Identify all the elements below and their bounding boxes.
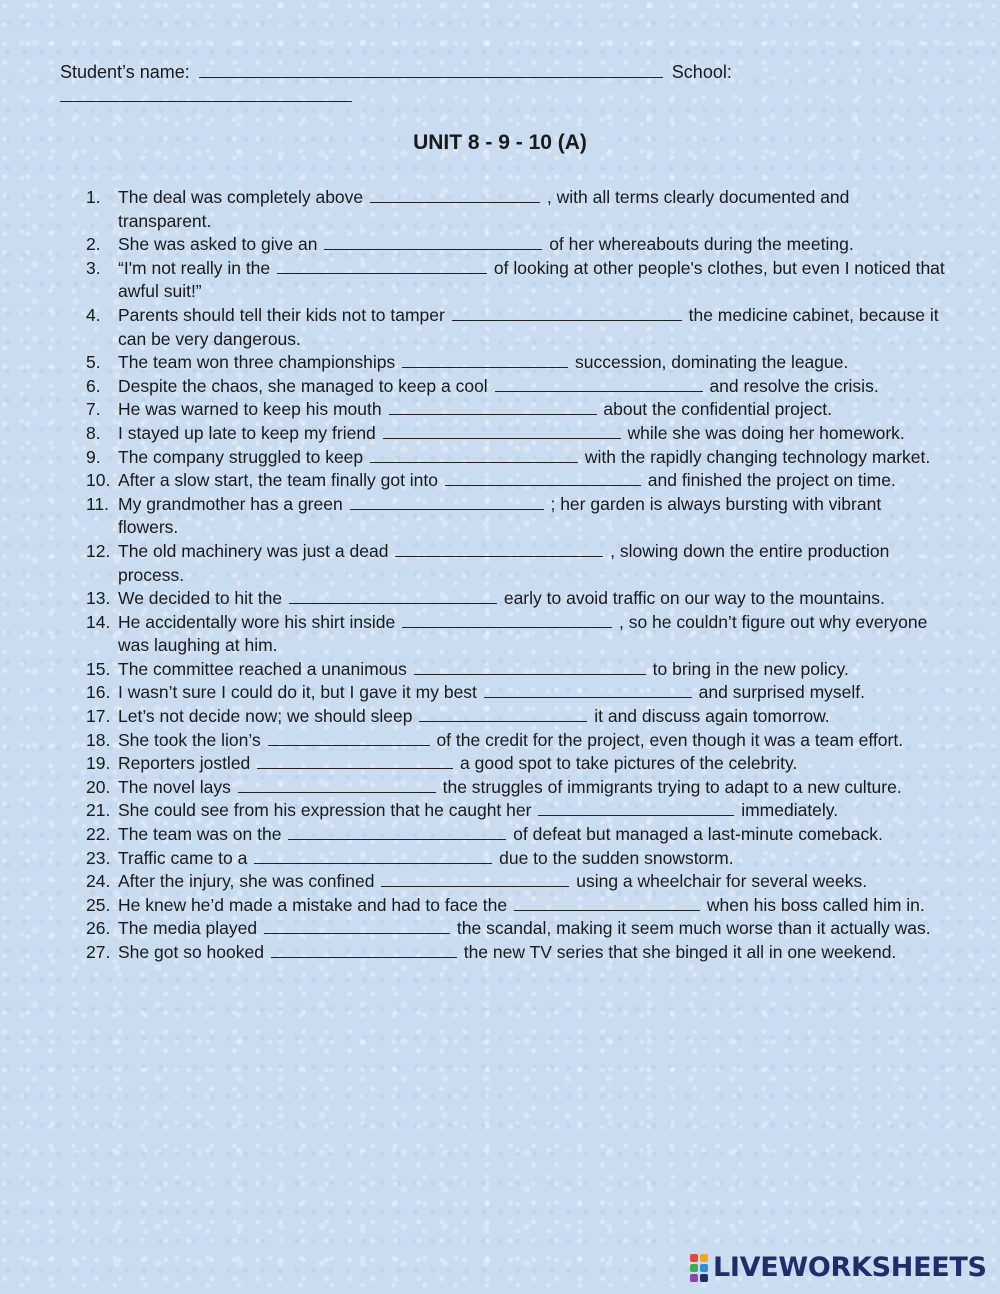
question-item (86, 233, 946, 257)
question-text-before: The team was on the (118, 824, 282, 845)
question-text-after: and surprised myself. (698, 682, 865, 703)
question-number: 25. (86, 894, 111, 915)
question-text-before: Despite the chaos, she managed to keep a cool (118, 375, 488, 396)
logo-cube-icon (690, 1254, 698, 1262)
question-item (86, 611, 946, 658)
question-text-before: She could see from his expression that he caught her (118, 800, 532, 821)
student-info-header (60, 60, 940, 108)
answer-blank[interactable] (289, 588, 497, 604)
question-text-after: immediately. (741, 800, 839, 821)
logo-cube-icon (700, 1274, 708, 1282)
question-text-after: ; her garden is always bursting with vibrant flowers. (118, 493, 882, 538)
question-text-before: She took the lion’s (118, 729, 261, 750)
question-number: 23. (86, 847, 111, 868)
question-text-before: He knew he’d made a mistake and had to face the (118, 894, 508, 915)
answer-blank[interactable] (277, 258, 487, 274)
question-text-after: due to the sudden snowstorm. (499, 847, 734, 868)
answer-blank[interactable] (264, 918, 450, 934)
answer-blank[interactable] (324, 234, 542, 250)
question-number: 11. (86, 493, 110, 514)
question-item (86, 894, 946, 918)
answer-blank[interactable] (445, 470, 641, 486)
question-number: 7. (86, 399, 101, 420)
question-item (86, 681, 946, 705)
question-text-after: when his boss called him in. (706, 894, 925, 915)
question-item (86, 823, 946, 847)
question-number: 9. (86, 446, 101, 467)
student-name-field[interactable] (199, 61, 663, 78)
question-number: 5. (86, 352, 101, 373)
question-text-after: succession, dominating the league. (574, 352, 849, 373)
school-field[interactable] (60, 85, 352, 102)
question-number: 20. (86, 776, 111, 797)
logo-cube-icon (700, 1264, 708, 1272)
question-number: 26. (86, 918, 111, 939)
answer-blank[interactable] (419, 706, 587, 722)
question-text-after: , so he couldn’t figure out why everyone was laughing at him. (118, 611, 928, 656)
question-text-before: After the injury, she was confined (118, 871, 375, 892)
worksheet-title: UNIT 8 - 9 - 10 (A) (413, 131, 587, 154)
answer-blank[interactable] (452, 305, 682, 321)
school-label: School: (671, 62, 732, 82)
question-text-after: and finished the project on time. (647, 470, 896, 491)
question-number: 19. (86, 753, 111, 774)
answer-blank[interactable] (271, 942, 457, 958)
question-text-before: She was asked to give an (118, 234, 318, 255)
question-number: 2. (86, 234, 101, 255)
question-text-before: She got so hooked (118, 942, 264, 962)
question-text-after: a good spot to take pictures of the celebrity. (460, 753, 798, 774)
question-number: 6. (86, 375, 101, 396)
question-item (86, 351, 946, 375)
question-number: 18. (86, 729, 111, 750)
answer-blank[interactable] (288, 824, 506, 840)
question-item (86, 705, 946, 729)
question-text-after: about the confidential project. (603, 399, 833, 420)
question-text-before: Reporters jostled (118, 753, 251, 774)
question-item (86, 799, 946, 823)
question-text-before: Parents should tell their kids not to tamper (118, 304, 445, 325)
answer-blank[interactable] (414, 659, 646, 675)
question-text-after: the medicine cabinet, because it can be very dangerous. (118, 304, 939, 349)
question-item (86, 422, 946, 446)
question-number: 10. (86, 470, 111, 491)
question-text-after: it and discuss again tomorrow. (594, 706, 830, 727)
question-item (86, 257, 946, 304)
question-text-before: The novel lays (118, 776, 231, 797)
question-number: 22. (86, 824, 111, 845)
question-item (86, 587, 946, 611)
question-text-after: of the credit for the project, even though it was a team effort. (436, 729, 904, 750)
logo-cube-icon (690, 1274, 698, 1282)
question-number: 1. (86, 187, 101, 207)
answer-blank[interactable] (370, 187, 540, 203)
answer-blank[interactable] (402, 612, 612, 628)
question-text-before: My grandmother has a green (118, 493, 343, 514)
question-text-after: with the rapidly changing technology market. (584, 446, 931, 467)
question-text-after: to bring in the new policy. (652, 658, 849, 679)
answer-blank[interactable] (395, 541, 603, 557)
answer-blank[interactable] (370, 447, 578, 463)
question-number: 27. (86, 942, 111, 962)
question-text-after: of defeat but managed a last-minute comeback. (513, 824, 883, 845)
question-item (86, 304, 946, 351)
answer-blank[interactable] (484, 682, 692, 698)
student-name-label: Student’s name: (60, 62, 190, 82)
question-item (86, 446, 946, 470)
question-number: 21. (86, 800, 111, 821)
answer-blank[interactable] (495, 376, 703, 392)
question-text-before: The media played (118, 918, 258, 939)
question-number: 4. (86, 304, 101, 325)
question-item (86, 540, 946, 587)
question-text-after: the struggles of immigrants trying to adapt to a new culture. (442, 776, 902, 797)
answer-blank[interactable] (238, 777, 436, 793)
question-text-after: early to avoid traffic on our way to the mountains. (503, 588, 885, 609)
answer-blank[interactable] (257, 753, 453, 769)
question-number: 12. (86, 540, 111, 561)
answer-blank[interactable] (383, 423, 621, 439)
question-item (86, 493, 946, 540)
question-text-before: He accidentally wore his shirt inside (118, 611, 396, 632)
question-number: 17. (86, 706, 111, 727)
question-list (86, 186, 946, 965)
question-item (86, 917, 946, 941)
question-text-before: After a slow start, the team finally got into (118, 470, 439, 491)
question-number: 15. (86, 658, 111, 679)
question-item (86, 398, 946, 422)
question-item (86, 729, 946, 753)
logo-cubes-icon (690, 1254, 708, 1282)
question-item (86, 186, 946, 233)
question-item (86, 658, 946, 682)
question-text-after: , with all terms clearly documented and transparent. (118, 187, 850, 231)
question-text-before: Let’s not decide now; we should sleep (118, 706, 413, 727)
question-item (86, 776, 946, 800)
question-item (86, 752, 946, 776)
answer-blank[interactable] (402, 352, 568, 368)
question-text-after: , slowing down the entire production process. (118, 540, 890, 585)
answer-blank[interactable] (268, 730, 430, 746)
question-text-after: the scandal, making it seem much worse than it actually was. (456, 918, 931, 939)
answer-blank[interactable] (538, 800, 734, 816)
question-item (86, 469, 946, 493)
answer-blank[interactable] (389, 399, 597, 415)
question-item (86, 941, 946, 965)
question-text-after: while she was doing her homework. (627, 422, 905, 443)
answer-blank[interactable] (254, 848, 492, 864)
question-text-after: the new TV series that she binged it all in one weekend. (463, 942, 897, 962)
question-item (86, 847, 946, 871)
question-text-before: I stayed up late to keep my friend (118, 422, 376, 443)
question-number: 14. (86, 611, 111, 632)
question-item (86, 375, 946, 399)
question-text-before: We decided to hit the (118, 588, 283, 609)
question-text-before: Traffic came to a (118, 847, 248, 868)
question-text-before: “I'm not really in the (118, 257, 271, 278)
answer-blank[interactable] (514, 895, 700, 911)
answer-blank[interactable] (350, 494, 544, 510)
question-text-before: The committee reached a unanimous (118, 658, 407, 679)
question-number: 24. (86, 871, 111, 892)
question-text-after: and resolve the crisis. (709, 375, 879, 396)
question-text-after: of looking at other people's clothes, but even I noticed that awful suit!” (118, 257, 945, 302)
question-text-before: The company struggled to keep (118, 446, 364, 467)
question-number: 3. (86, 257, 101, 278)
question-text-before: The deal was completely above (118, 187, 364, 207)
liveworksheets-logo (690, 1252, 987, 1283)
question-text-before: He was warned to keep his mouth (118, 399, 382, 420)
question-text-before: The team won three championships (118, 352, 396, 373)
question-text-after: using a wheelchair for several weeks. (576, 871, 868, 892)
logo-cube-icon (700, 1254, 708, 1262)
question-number: 16. (86, 682, 111, 703)
question-item (86, 870, 946, 894)
question-number: 13. (86, 588, 111, 609)
question-text-before: I wasn’t sure I could do it, but I gave it my best (118, 682, 477, 703)
question-text-after: of her whereabouts during the meeting. (549, 234, 854, 255)
question-text-before: The old machinery was just a dead (118, 540, 389, 561)
brand-name: LIVEWORKSHEETS (713, 1252, 987, 1283)
answer-blank[interactable] (381, 871, 569, 887)
question-number: 8. (86, 422, 101, 443)
logo-cube-icon (690, 1264, 698, 1272)
